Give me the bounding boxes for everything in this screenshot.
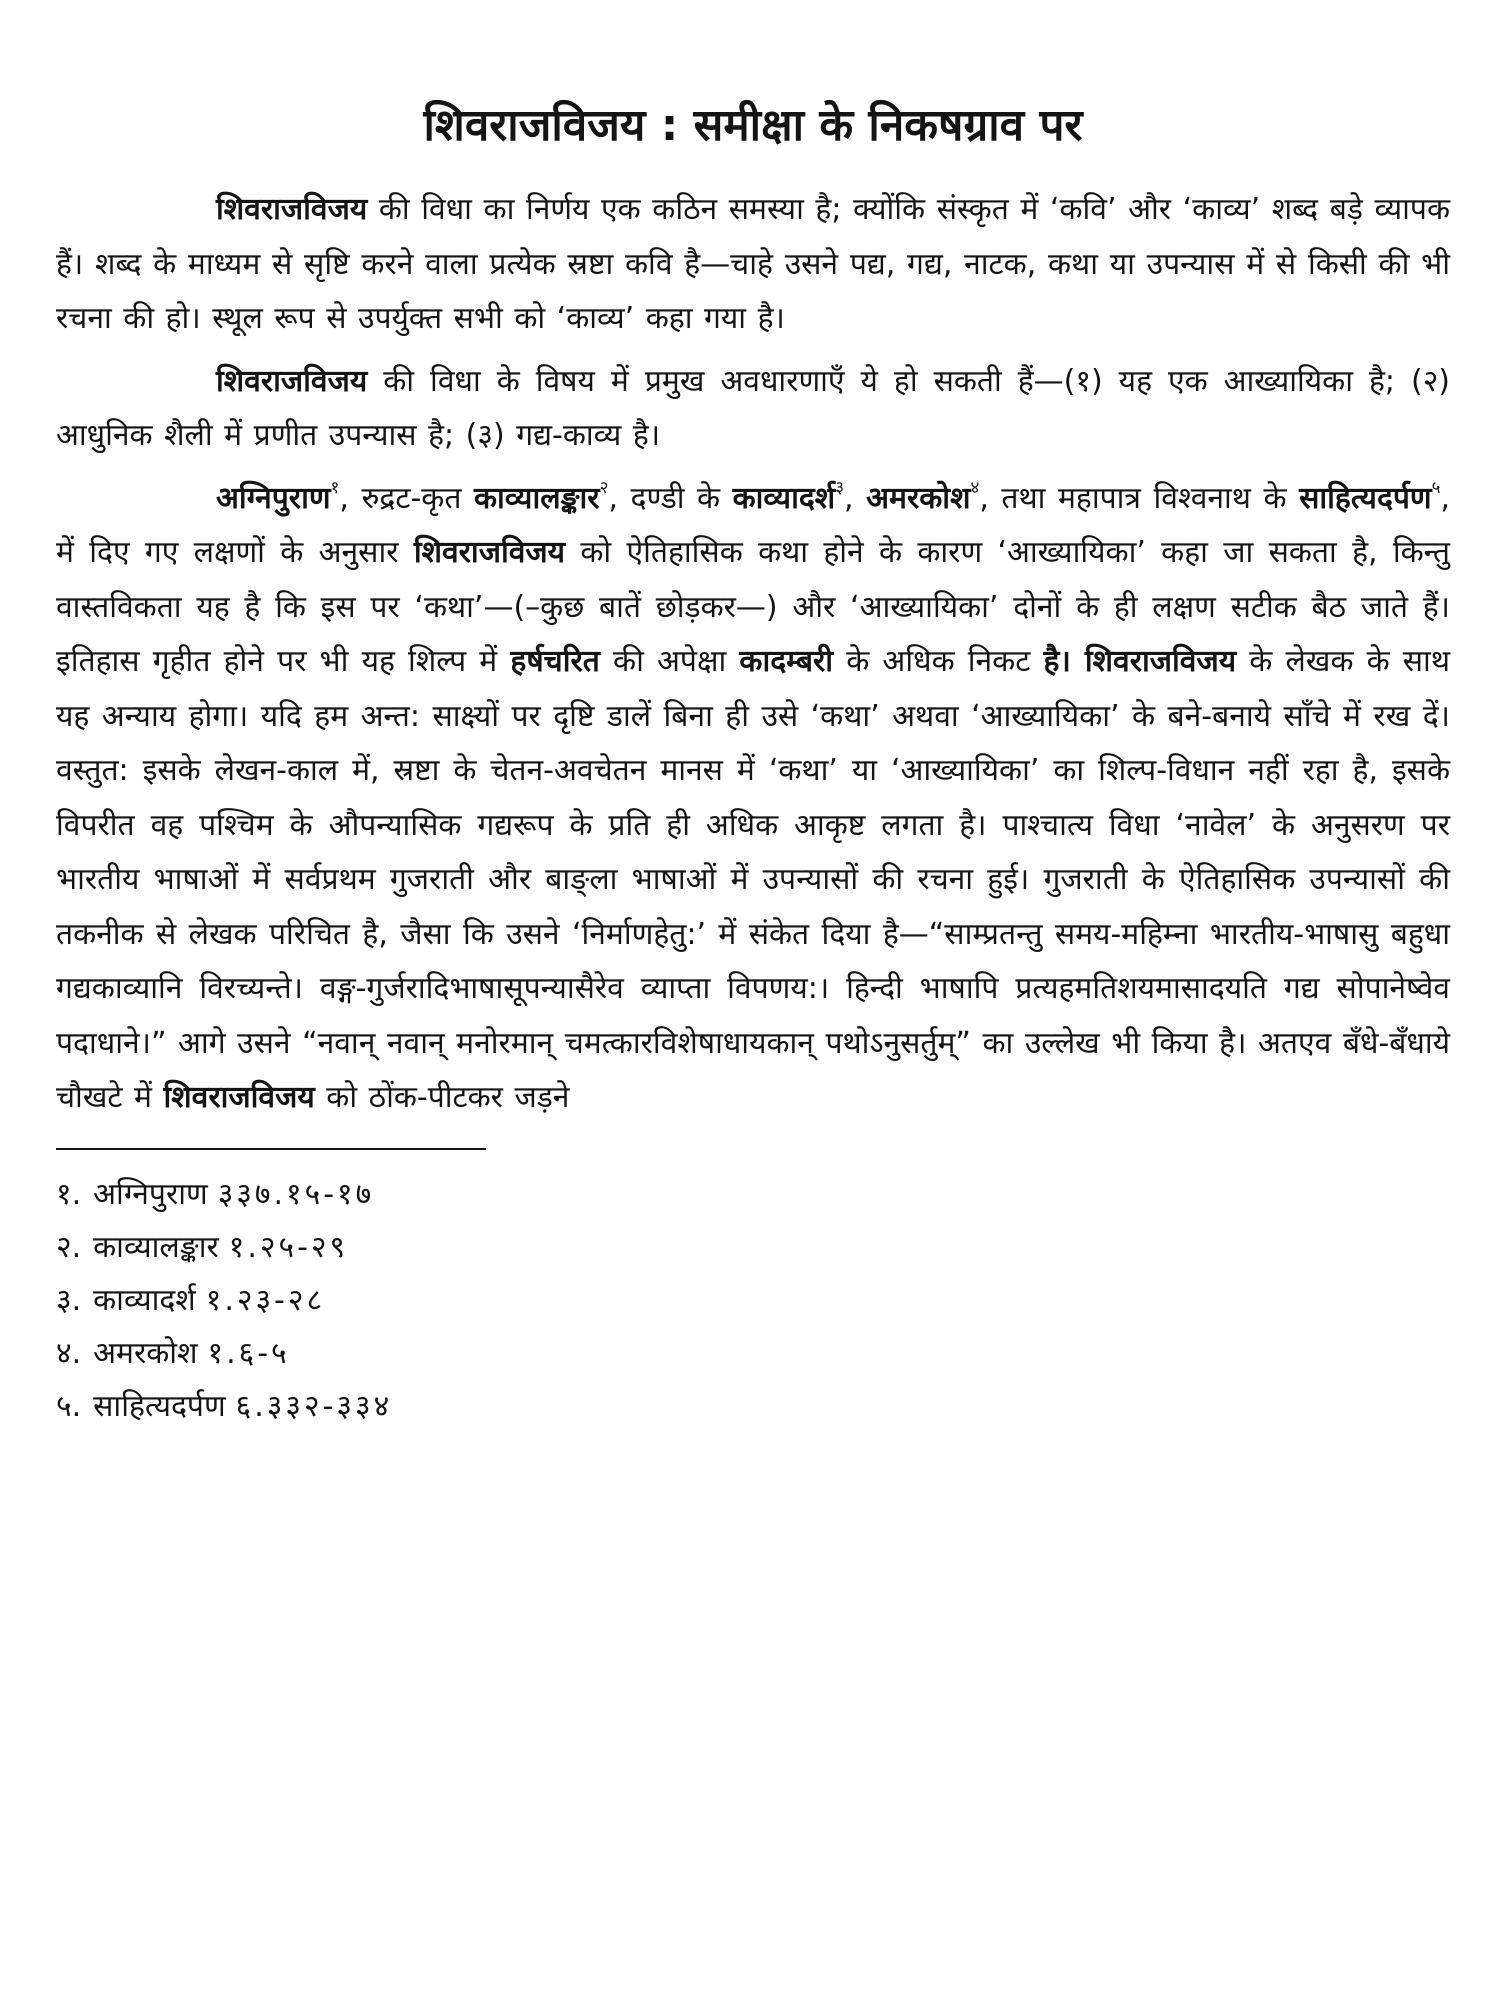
paragraph-1 (56, 183, 1450, 347)
text-run: को ऐतिहासिक कथा होने के कारण ‘आख्यायिका’ कहा जा सकता है, किन्तु वास्तविकता यह है कि इस पर ‘कथा’—(–कुछ बातें छोड़कर—) और ‘आख्यायिका’ दोनों के ही लक्षण सटीक बैठ जाते हैं। इतिहास गृहीत होने पर भी यह शिल्प में (56, 535, 1450, 679)
text-run: के लेखक के साथ यह अन्याय होगा। यदि हम अन्त: साक्ष्यों पर दृष्टि डालें बिना ही उसे ‘कथा’ अथवा ‘आख्यायिका’ के बने-बनाये साँचे में रख दें। वस्तुत: इसके लेखन-काल में, स्रष्टा के चेतन-अवचेतन मानस में ‘कथा’ या ‘आख्यायिका’ का शिल्प-विधान नहीं रहा है, इसके विपरीत वह पश्चिम के औपन्यासिक गद्यरूप के प्रति ही अधिक आकृष्ट लगता है। पाश्चात्य विधा ‘नावेल’ के अनुसरण पर भारतीय भाषाओं में सर्वप्रथम गुजराती और बाङ्ला भाषाओं में उपन्यासों की रचना हुई। गुजराती के ऐतिहासिक उपन्यासों की तकनीक से लेखक परिचित है, जैसा कि उसने ‘निर्माणहेतु:’ में संकेत दिया है—“साम्प्रतन्तु समय-महिम्ना भारतीय-भाषासु बहुधा गद्यकाव्यानि विरच्यन्ते। वङ्ग-गुर्जरादिभाषासूपन्यासैरेव व्याप्ता विपणय:। हिन्दी भाषापि प्रत्यहमतिशयमासादयति गद्य सोपानेष्वेव पदाधाने।” आगे उसने “नवान् नवान् मनोरमान् चमत्कारविशेषाधायकान् पथोऽनुसर्तुम्” का उल्लेख भी किया है। अतएव बँधे-बँधाये चौखटे में (56, 644, 1450, 1115)
bold-term: अग्निपुराण (216, 480, 331, 516)
footnote-work: काव्यादर्श (93, 1282, 196, 1318)
text-run: को ठोंक-पीटकर जड़ने (314, 1080, 570, 1115)
bold-term: शिवराजविजय (413, 535, 566, 570)
text-run: , (844, 480, 867, 516)
footnote-list (56, 1168, 1450, 1433)
text-run: की अपेक्षा (599, 644, 740, 679)
footnote-3 (56, 1274, 1450, 1327)
bold-term: साहित्यदर्पण (1299, 480, 1432, 516)
bold-term: काव्यालङ्कार (473, 480, 600, 516)
body-text (56, 183, 1450, 1126)
footnote-ref: ३ (835, 477, 845, 498)
bold-term: शिवराजविजय (216, 192, 368, 227)
footnote-4 (56, 1327, 1450, 1380)
footnote-ref: ५ (1431, 477, 1441, 498)
footnote-number: २. (56, 1229, 82, 1265)
bold-term: शिवराजविजय (216, 363, 368, 399)
footnote-citation: ६.३३२-३३४ (235, 1388, 393, 1424)
footnote-1 (56, 1168, 1450, 1221)
bold-term: काव्यादर्श (732, 480, 836, 516)
footnote-2 (56, 1221, 1450, 1274)
footnote-5 (56, 1380, 1450, 1433)
footnote-number: ३. (56, 1282, 82, 1318)
footnote-citation: १.६-५ (207, 1335, 290, 1371)
footnote-number: १. (56, 1176, 82, 1212)
text-run: , दण्डी के (608, 480, 733, 516)
footnote-ref: २ (599, 477, 609, 498)
page-title: शिवराजविजय : समीक्षा के निकषग्राव पर (423, 100, 1083, 151)
footnote-ref: ४ (970, 477, 980, 498)
text-run: के अधिक निकट (833, 644, 1044, 679)
footnote-work: काव्यालङ्कार (93, 1229, 219, 1265)
bold-term: कादम्बरी (739, 644, 834, 679)
bold-term: अमरकोश (866, 480, 971, 516)
footnote-ref: १ (330, 477, 340, 498)
bold-term: है। शिवराजविजय (1043, 644, 1237, 679)
paragraph-2 (56, 355, 1450, 464)
footnote-work: अग्निपुराण (93, 1176, 208, 1212)
footnote-citation: १.२५-२९ (228, 1229, 349, 1265)
text-run: , रुद्रट-कृत (339, 480, 474, 516)
footnote-citation: ३३७.१५-१७ (217, 1176, 375, 1212)
footnote-number: ५. (56, 1388, 82, 1424)
footnote-work: अमरकोश (93, 1335, 198, 1371)
bold-term: हर्षचरित (510, 644, 600, 679)
footnote-work: साहित्यदर्पण (93, 1388, 226, 1424)
footnote-citation: १.२३-२८ (205, 1282, 326, 1318)
footnote-divider (56, 1148, 486, 1150)
footnote-number: ४. (56, 1335, 82, 1371)
bold-term: शिवराजविजय (163, 1080, 315, 1115)
text-run: , तथा महापात्र विश्वनाथ के (979, 480, 1300, 516)
paragraph-3 (56, 472, 1450, 1126)
text-run: की विधा के विषय में प्रमुख अवधारणाएँ ये हो सकती हैं—(१) यह एक आख्यायिका है; (२) आधुनिक शैली में प्रणीत उपन्यास है; (३) गद्य-काव्य है। (56, 363, 1450, 453)
text-run: , में दिए गए लक्षणों के अनुसार (56, 480, 1450, 570)
text-run: की विधा का निर्णय एक कठिन समस्या है; क्योंकि संस्कृत में ‘कवि’ और ‘काव्य’ शब्द बड़े व्यापक हैं। शब्द के माध्यम से सृष्टि करने वाला प्रत्येक स्रष्टा कवि है—चाहे उसने पद्य, गद्य, नाटक, कथा या उपन्यास में से किसी की भी रचना की हो। स्थूल रूप से उपर्युक्त सभी को ‘काव्य’ कहा गया है। (56, 192, 1450, 336)
